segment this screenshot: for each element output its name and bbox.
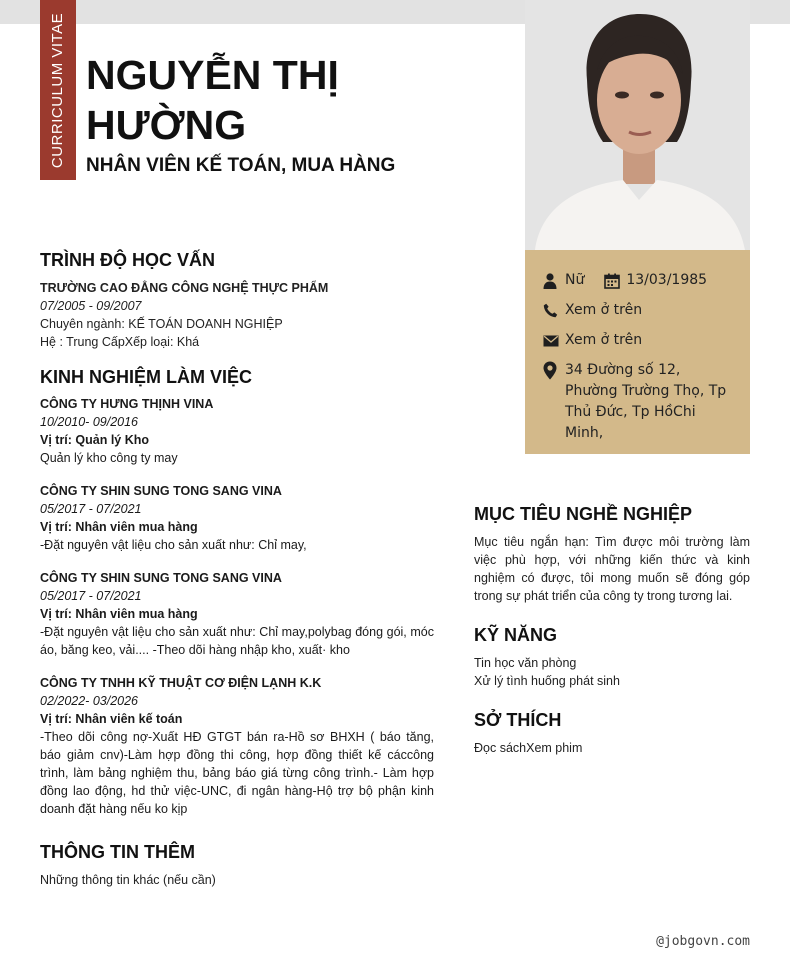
cv-tab-label: CURRICULUM VITAE [49, 12, 67, 168]
location-pin-icon [543, 360, 559, 381]
experience-item [40, 674, 434, 818]
contact-row-gender-birth [543, 270, 732, 291]
person-icon [543, 270, 559, 291]
education-level: Hệ : Trung CấpXếp loại: Khá [40, 335, 200, 349]
experience-description: -Đặt nguyên vật liệu cho sản xuất như: Chỉ may, [40, 538, 307, 552]
profile-photo-illustration [525, 0, 750, 250]
skills-section [474, 623, 750, 690]
candidate-name [86, 50, 516, 150]
email-value: Xem ở trên [565, 332, 643, 348]
skill-item: Tin học văn phòng [474, 656, 577, 670]
phone-icon [543, 300, 559, 321]
experience-item [40, 569, 434, 659]
phone-value: Xem ở trên [565, 302, 643, 318]
objective-heading: MỤC TIÊU NGHỀ NGHIỆP [474, 504, 693, 524]
left-column [40, 248, 434, 889]
experience-period: 05/2017 - 07/2021 [40, 502, 142, 516]
objective-section [474, 502, 750, 605]
experience-company: CÔNG TY TNHH KỸ THUẬT CƠ ĐIỆN LẠNH K.K [40, 676, 322, 690]
hobbies-text: Đọc sáchXem phim [474, 741, 583, 755]
right-column [474, 502, 750, 757]
experience-period: 05/2017 - 07/2021 [40, 589, 142, 603]
footer-watermark: @jobgovn.com [656, 934, 750, 949]
skills-heading: KỸ NĂNG [474, 625, 558, 645]
extra-info-heading: THÔNG TIN THÊM [40, 842, 195, 862]
gender-value: Nữ [565, 272, 585, 288]
experience-item [40, 482, 434, 554]
education-section [40, 248, 434, 351]
contact-row-email [543, 330, 732, 351]
experience-period: 02/2022- 03/2026 [40, 694, 139, 708]
job-title: NHÂN VIÊN KẾ TOÁN, MUA HÀNG [86, 155, 396, 176]
education-major: Chuyên ngành: KẾ TOÁN DOANH NGHIỆP [40, 317, 283, 331]
experience-company: CÔNG TY SHIN SUNG TONG SANG VINA [40, 571, 282, 585]
experience-period: 10/2010- 09/2016 [40, 415, 139, 429]
experience-heading: KINH NGHIỆM LÀM VIỆC [40, 367, 253, 387]
cv-tab [40, 0, 76, 180]
experience-position: Vị trí: Nhân viên mua hàng [40, 607, 198, 621]
hobbies-heading: SỞ THÍCH [474, 710, 562, 730]
calendar-icon [604, 270, 620, 291]
experience-description: Quản lý kho công ty may [40, 451, 178, 465]
education-period: 07/2005 - 09/2007 [40, 299, 142, 313]
objective-text: Mục tiêu ngắn hạn: Tìm được môi trường làm việc phù hợp, với những kiến thức và kinh nghiệm có được, tôi mong muốn sẽ đóng góp trong sự phát triển của công ty trong tương lai. [474, 535, 750, 603]
contact-box [525, 250, 750, 454]
experience-company: CÔNG TY HƯNG THỊNH VINA [40, 397, 214, 411]
experience-position: Vị trí: Quản lý Kho [40, 433, 150, 447]
profile-photo [525, 0, 750, 250]
name-line-1: NGUYỄN THỊ [86, 52, 339, 98]
education-heading: TRÌNH ĐỘ HỌC VẤN [40, 250, 215, 270]
skill-item: Xử lý tình huống phát sinh [474, 674, 620, 688]
extra-info-section [40, 840, 434, 889]
contact-row-phone [543, 300, 732, 321]
experience-position: Vị trí: Nhân viên mua hàng [40, 520, 198, 534]
experience-position: Vị trí: Nhân viên kế toán [40, 712, 183, 726]
mail-icon [543, 330, 559, 351]
experience-company: CÔNG TY SHIN SUNG TONG SANG VINA [40, 484, 282, 498]
experience-description: -Theo dõi công nợ-Xuất HĐ GTGT bán ra-Hồ sơ BHXH ( báo tăng, báo giảm cnv)-Làm hợp đồng thi công, hợp đồng thiết kế cáccông trình, làm bảng nghiệm thu, bảng báo giá từng công trình.- Làm hợp đồng lao động, hd thử việc-UNC, đi ngân hàng-Hộ trợ bộ phận kinh doanh đặt hàng nếu ko kịp [40, 730, 434, 816]
hobbies-section [474, 708, 750, 757]
extra-info-text: Những thông tin khác (nếu cần) [40, 873, 216, 887]
education-school: TRƯỜNG CAO ĐẲNG CÔNG NGHỆ THỰC PHẨM [40, 281, 329, 295]
name-line-2: HƯỜNG [86, 102, 247, 148]
address-value: 34 Đường số 12, Phường Trường Thọ, Tp Thủ Đức, Tp HồChi Minh, [565, 362, 727, 441]
birthdate-value: 13/03/1985 [626, 272, 708, 288]
experience-description: -Đặt nguyên vật liệu cho sản xuất như: Chỉ may,polybag đóng gói, móc áo, băng keo, vải.... -Theo dõi hàng nhập kho, xuất· kho [40, 625, 434, 657]
contact-row-address [543, 360, 732, 444]
experience-item [40, 395, 434, 467]
experience-section [40, 365, 434, 818]
